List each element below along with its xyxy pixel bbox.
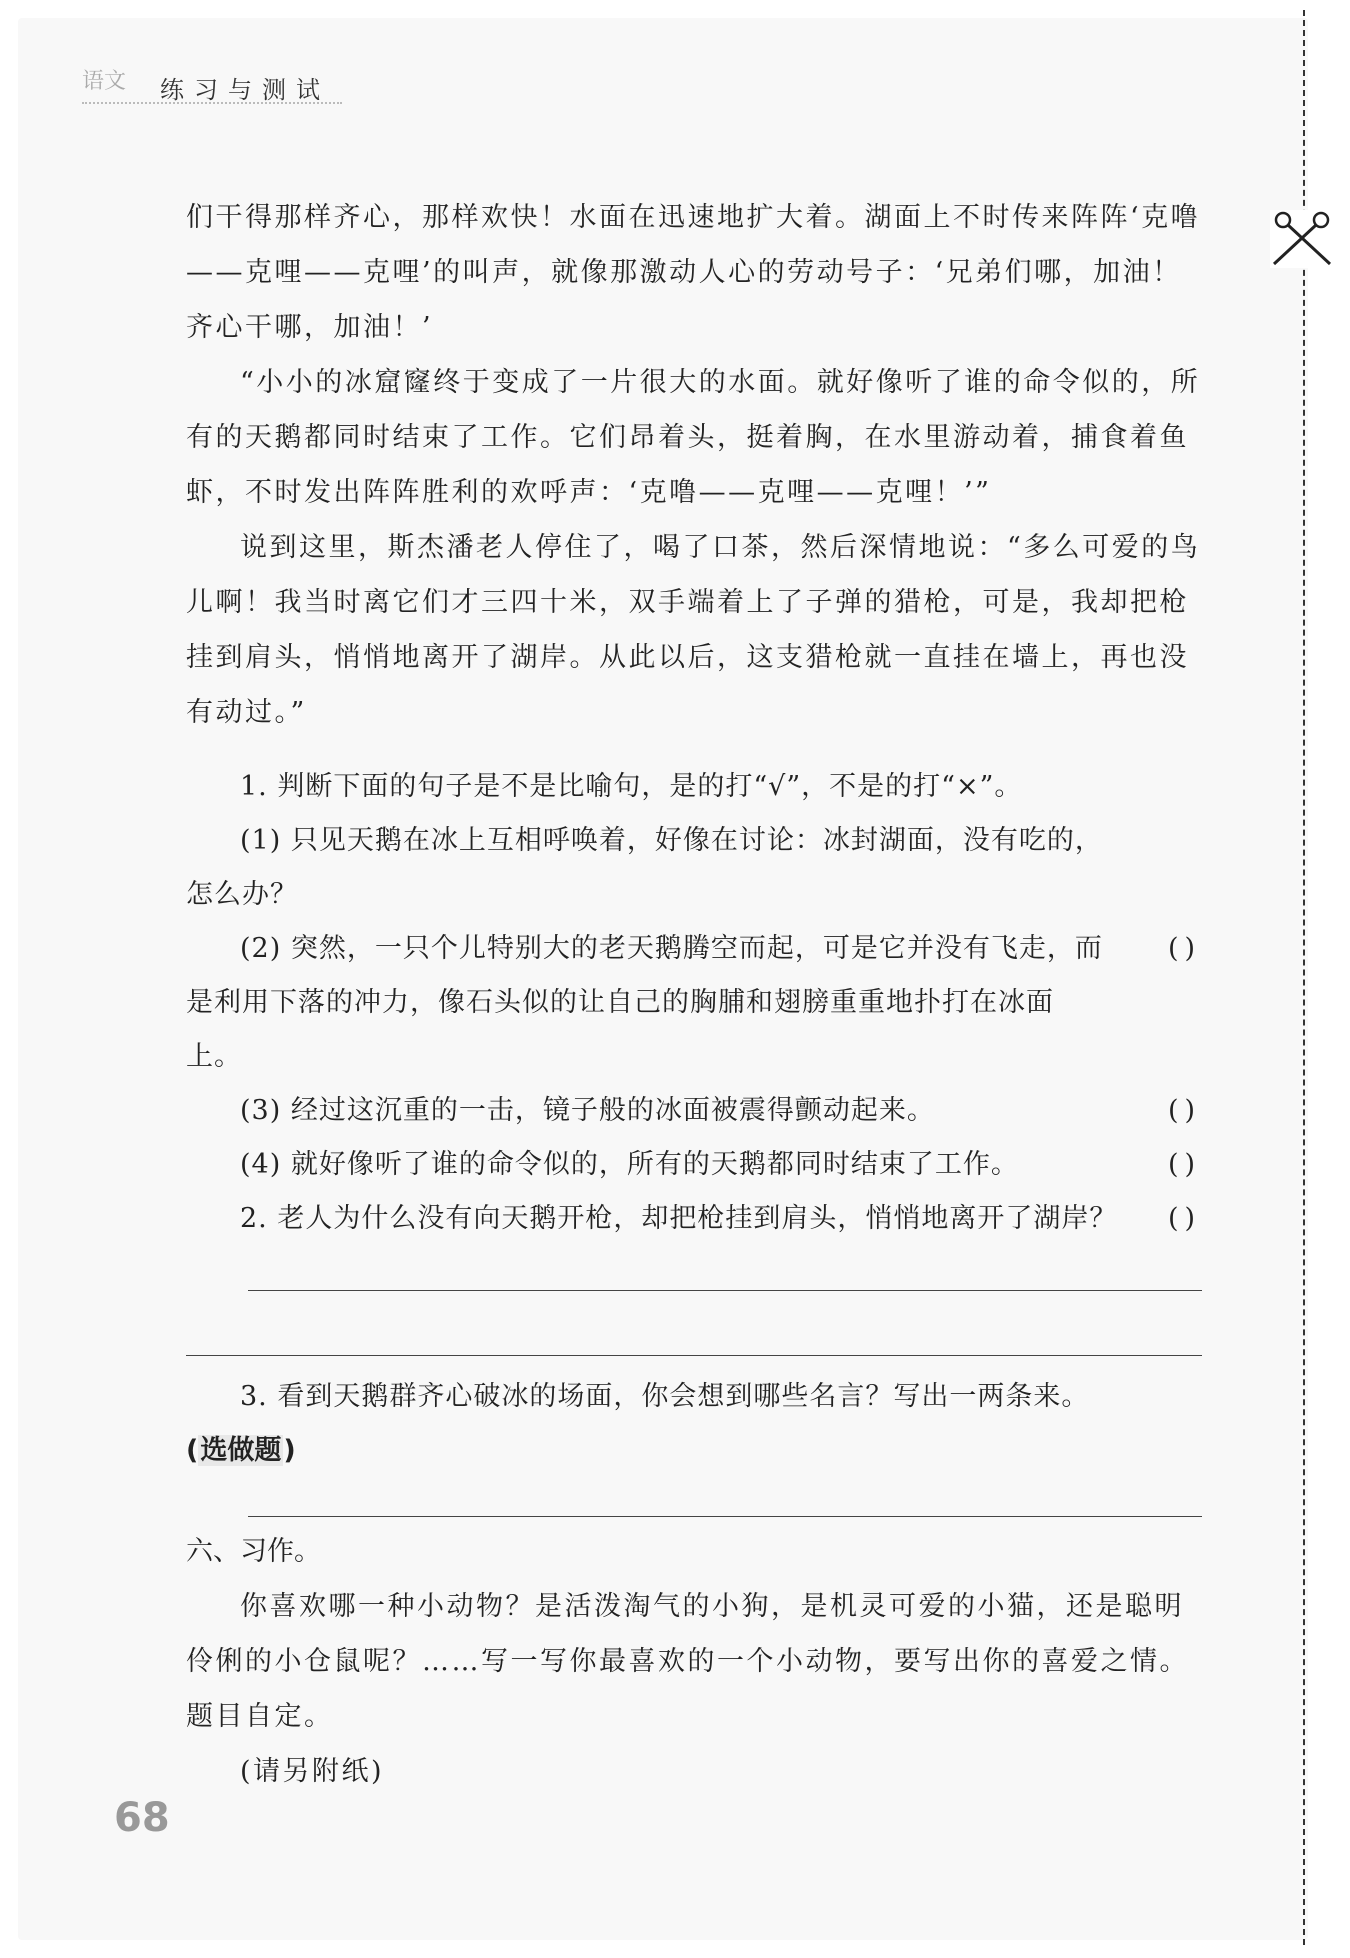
question-1-item: (4) 就好像听了谁的命令似的，所有的天鹅都同时结束了工作。 ( ) (240, 1149, 1196, 1234)
story-paragraph: “小小的冰窟窿终于变成了一片很大的水面。就好像听了谁的命令似的，所有的天鹅都同时结束了工作。它们昂着头，挺着胸，在水里游动着，捕食着鱼虾，不时发出阵阵胜利的欢呼声：‘克噜——克哩——克哩！’” (186, 367, 1201, 508)
question-1-title: 1. 判断下面的句子是不是比喻句，是的打“√”，不是的打“×”。 (240, 771, 1023, 802)
question-1-item-text: (4) 就好像听了谁的命令似的，所有的天鹅都同时结束了工作。 (240, 1149, 1019, 1180)
section-6-body: 你喜欢哪一种小动物？是活泼淘气的小狗，是机灵可爱的小猫，还是聪明伶俐的小仓鼠呢？……写一写你最喜欢的一个小动物，要写出你的喜爱之情。题目自定。 (186, 1591, 1189, 1732)
scissors-icon (1270, 210, 1336, 268)
page-number: 68 (114, 1795, 170, 1841)
story-paragraph: 说到这里，斯杰潘老人停住了，喝了口茶，然后深情地说：“多么可爱的鸟儿啊！我当时离它们才三四十米，双手端着上了子弹的猎枪，可是，我却把枪挂到肩头，悄悄地离开了湖岸。从此以后，这支猎枪就一直挂在墙上，再也没有动过。” (186, 532, 1201, 728)
question-1-item-text: (2) 突然，一只个儿特别大的老天鹅腾空而起，可是它并没有飞走，而是利用下落的冲力，像石头似的让自己的胸脯和翅膀重重地扑打在冰面上。 (186, 933, 1103, 1072)
page-content (186, 190, 1202, 1799)
question-1-item: (2) 突然，一只个儿特别大的老天鹅腾空而起，可是它并没有飞走，而是利用下落的冲力，像石头似的让自己的胸脯和翅膀重重地扑打在冰面上。 ( ) (186, 933, 1196, 1126)
answer-line[interactable] (248, 1290, 1202, 1291)
question-2-title: 2. 老人为什么没有向天鹅开枪，却把枪挂到肩头，悄悄地离开了湖岸？ (240, 1203, 1118, 1234)
optional-tag: (选做题) (186, 1435, 296, 1466)
story-paragraph: 们干得那样齐心，那样欢快！水面在迅速地扩大着。湖面上不时传来阵阵‘克噜——克哩——克哩’的叫声，就像那激动人心的劳动号子：‘兄弟们哪，加油！齐心干哪，加油！’ (186, 202, 1201, 343)
question-1-item: (3) 经过这沉重的一击，镜子般的冰面被震得颤动起来。 ( ) (240, 1095, 1196, 1180)
section-6-heading: 六、习作。 (186, 1536, 321, 1567)
optional-label: 选做题 (200, 1435, 282, 1466)
cut-line (1303, 10, 1305, 1945)
question-1-item: (1) 只见天鹅在冰上互相呼唤着，好像在讨论：冰封湖面，没有吃的，怎么办？ ( ) (186, 825, 1196, 964)
question-1-item-text: (3) 经过这沉重的一击，镜子般的冰面被震得颤动起来。 (240, 1095, 935, 1126)
book-title: 练习与测试 (160, 76, 330, 104)
section-6-note: (请另附纸) (240, 1756, 385, 1787)
page-header (82, 62, 342, 104)
question-1-item-text: (1) 只见天鹅在冰上互相呼唤着，好像在讨论：冰封湖面，没有吃的，怎么办？ (186, 825, 1103, 910)
subject-label: 语文 (82, 69, 127, 94)
question-3-title: 3. 看到天鹅群齐心破冰的场面，你会想到哪些名言？写出一两条来。 (240, 1381, 1090, 1412)
